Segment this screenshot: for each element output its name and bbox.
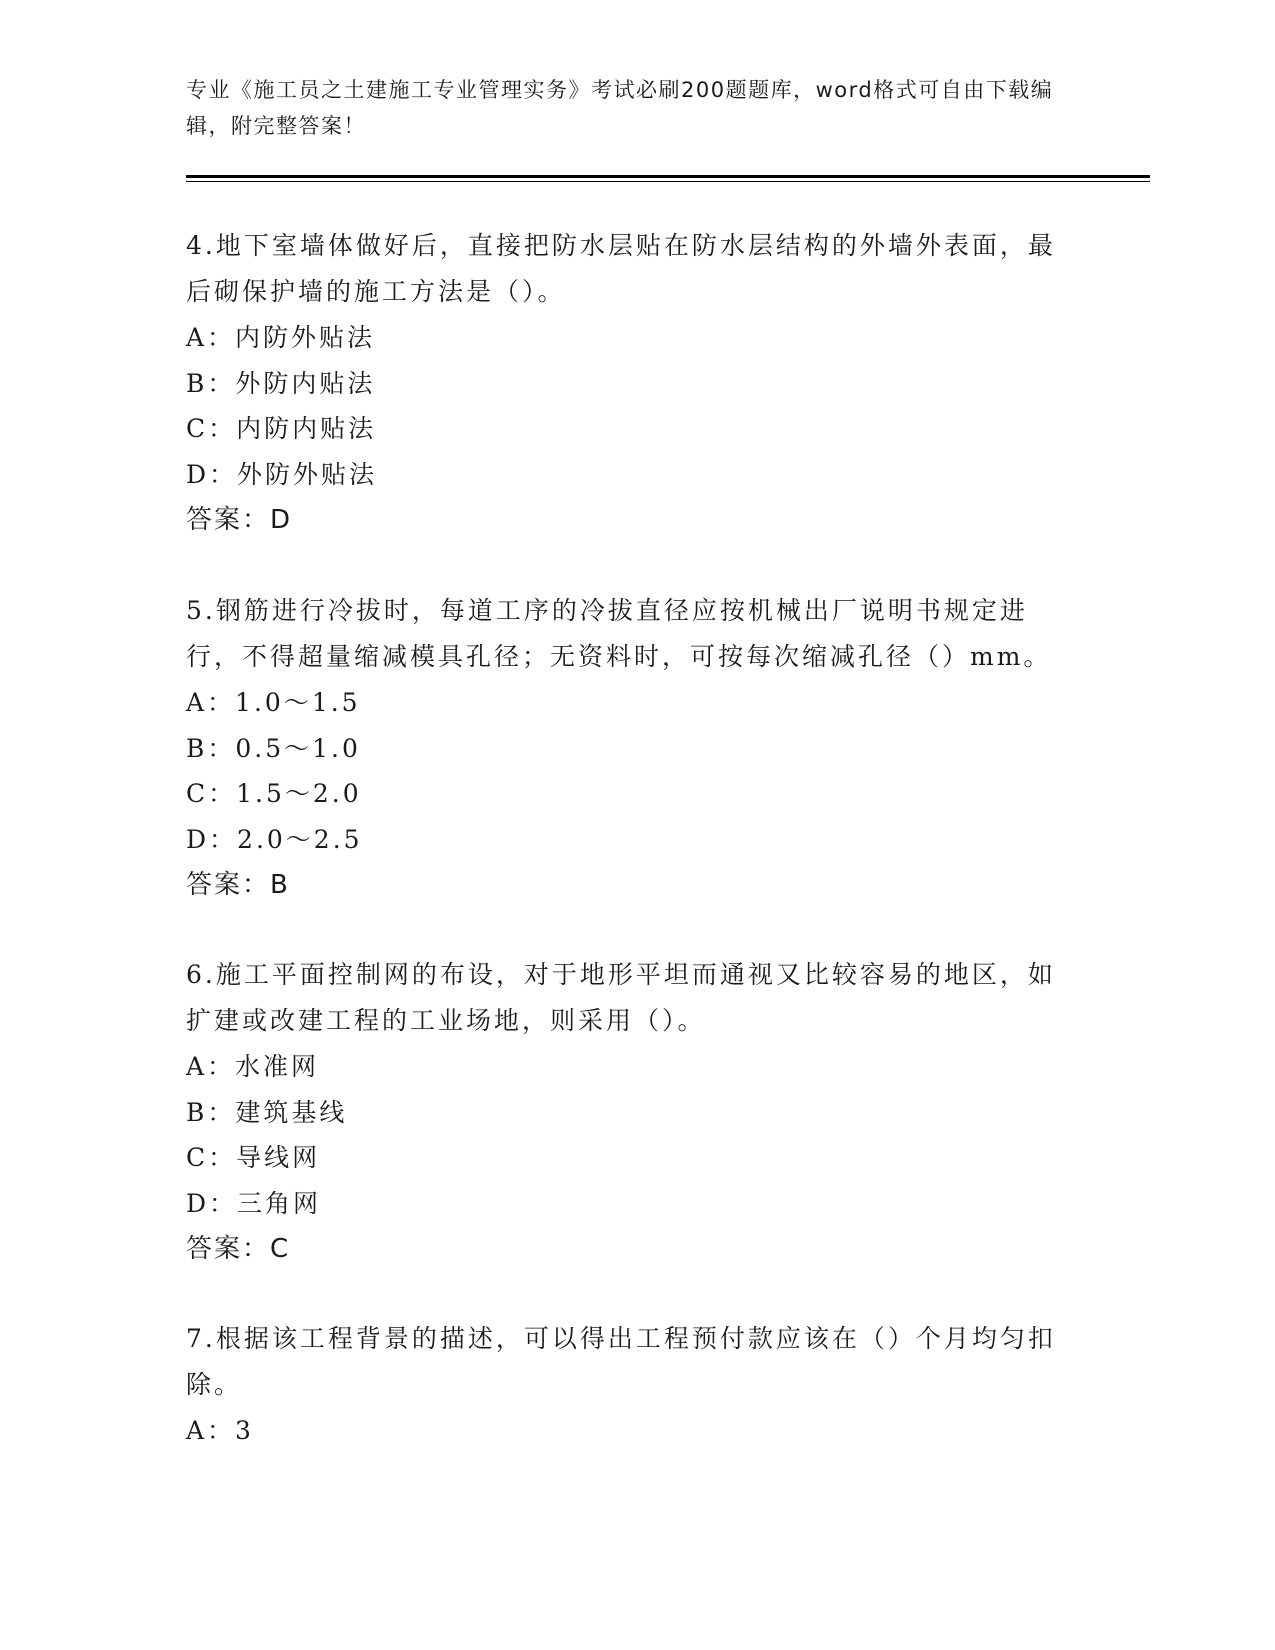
option-b: B：外防内贴法 [186,368,376,398]
option-c: C：导线网 [186,1143,321,1172]
option-d: D：外防外贴法 [186,459,378,489]
header-divider-thin [186,181,1150,182]
option-c: C：1.5～2.0 [186,779,362,808]
answer: 答案：C [186,1234,291,1264]
question-4 [186,223,1066,543]
option-b: B：建筑基线 [186,1097,348,1127]
question-6 [186,952,1066,1272]
question-stem: 5.钢筋进行冷拔时，每道工序的冷拔直径应按机械出厂说明书规定进行，不得超量缩减模具孔径；无资料时，可按每次缩减孔径（）mm。 [186,596,1052,671]
header-divider-thick [186,175,1150,178]
answer: 答案：D [186,505,293,535]
option-d: D：2.0～2.5 [186,824,363,854]
question-stem: 7.根据该工程背景的描述，可以得出工程预付款应该在（）个月均匀扣除。 [186,1324,1056,1399]
option-a: A：3 [186,1416,254,1445]
question-stem: 4.地下室墙体做好后，直接把防水层贴在防水层结构的外墙外表面，最后砌保护墙的施工方法是（）。 [186,231,1056,306]
option-b: B：0.5～1.0 [186,733,361,763]
option-d: D：三角网 [186,1188,322,1218]
option-a: A：内防外贴法 [186,323,376,352]
option-a: A：1.0～1.5 [186,688,361,717]
option-c: C：内防内贴法 [186,414,377,443]
document-header-title: 专业《施工员之土建施工专业管理实务》考试必刷200题题库，word格式可自由下载编辑，附完整答案！ [186,78,1054,138]
answer: 答案：B [186,870,290,900]
option-a: A：水准网 [186,1052,320,1081]
question-7 [186,1316,1066,1454]
question-stem: 6.施工平面控制网的布设，对于地形平坦而通视又比较容易的地区，如扩建或改建工程的工业场地，则采用（）。 [186,960,1056,1035]
question-5 [186,588,1066,908]
